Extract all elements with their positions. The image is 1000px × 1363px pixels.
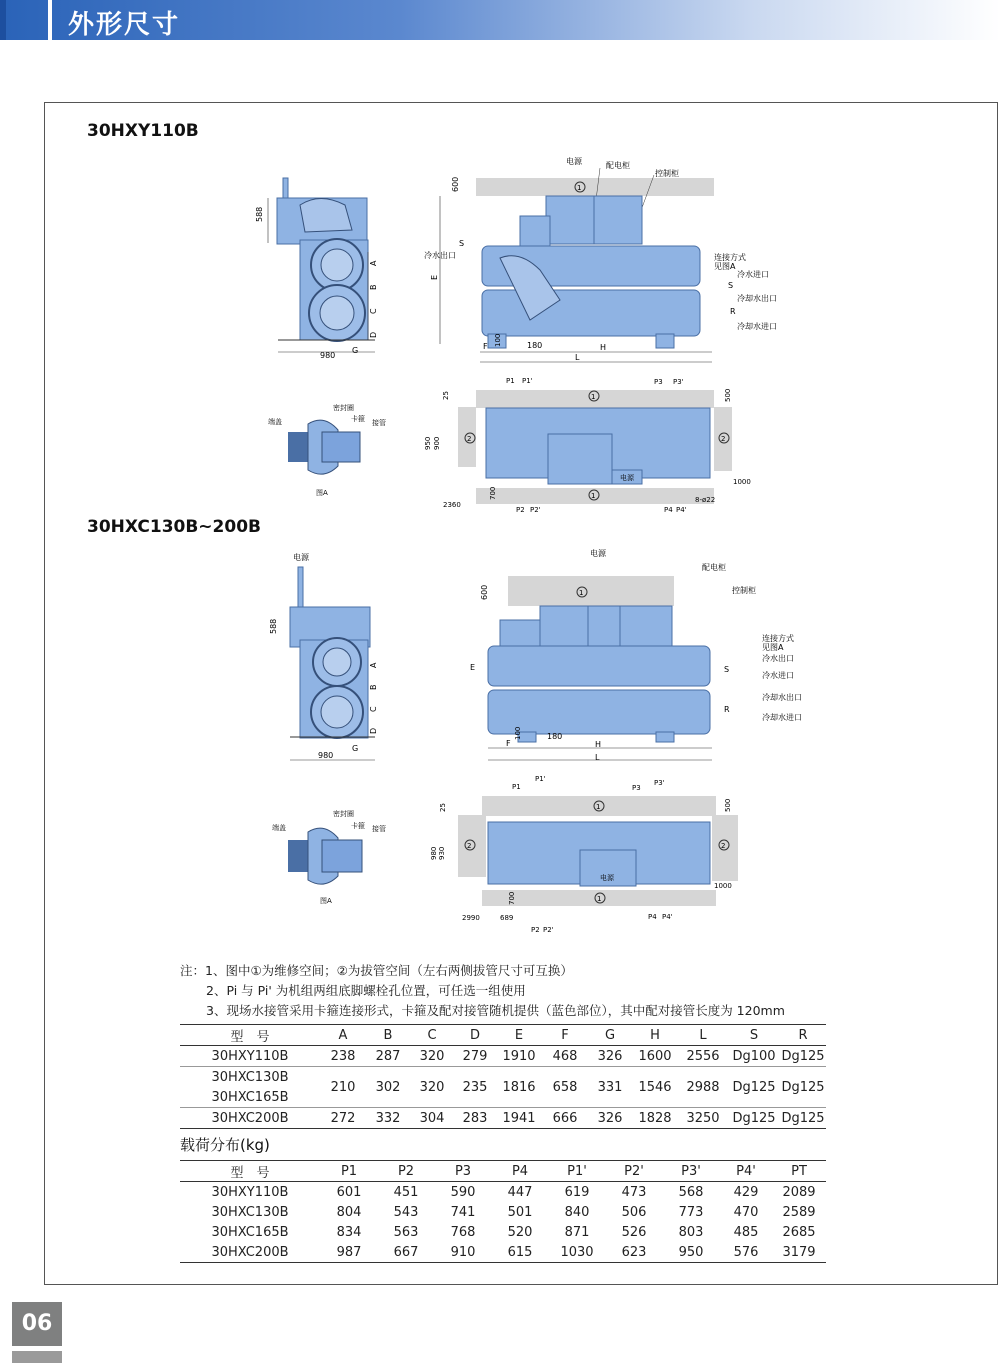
table-cell: 2589 (782, 1204, 816, 1220)
dim-l: L (575, 353, 580, 362)
m2-dim-100: 100 (514, 726, 522, 740)
table-cell: 619 (564, 1184, 590, 1200)
top2-dim-689: 689 (500, 914, 514, 922)
m2-dim-a: A (369, 662, 378, 668)
dim-f: F (483, 342, 488, 351)
table-cell: 803 (678, 1224, 704, 1240)
label-chilled-in-1: 冷水进口 (737, 270, 769, 279)
m2-label-connection-a: 连接方式 (762, 634, 794, 643)
top2-p2p: P2' (543, 926, 554, 934)
m2-dim-e: E (470, 663, 476, 672)
m2-label-chilled-in: 冷水进口 (762, 671, 794, 680)
m2-label-r: R (724, 705, 730, 714)
dim-g: G (352, 346, 359, 355)
col-header: P3' (681, 1163, 701, 1179)
table-cell: 506 (621, 1204, 647, 1220)
table-cell: 834 (336, 1224, 362, 1240)
top1-dim-700: 700 (489, 486, 497, 500)
m2-dim-l: L (595, 753, 600, 762)
top1-dim-2360: 2360 (443, 501, 461, 509)
model2-front-view (470, 548, 802, 762)
label-distribution-cabinet: 配电柜 (606, 161, 630, 170)
col-header: P2' (624, 1163, 644, 1179)
m2-label-pipe: 接管 (372, 825, 386, 833)
top2-dim-25: 25 (439, 803, 447, 812)
m2-circle-1: 1 (579, 589, 584, 597)
col-header: R (798, 1027, 808, 1043)
col-header: S (749, 1027, 759, 1043)
top2-dim-1000: 1000 (714, 882, 732, 890)
dim-e: E (430, 274, 439, 280)
cell-model: 30HXY110B (211, 1048, 289, 1064)
m2-dim-g: G (352, 744, 359, 753)
col-header: P4' (736, 1163, 756, 1179)
table-cell: 1828 (638, 1110, 672, 1126)
top2-p3p: P3' (654, 779, 665, 787)
top2-p4p: P4' (662, 913, 673, 921)
notes (180, 961, 785, 1021)
table-cell: 1600 (638, 1048, 672, 1064)
m2-label-power: 电源 (293, 553, 309, 562)
load-distribution-title: 载荷分布(kg) (180, 1136, 270, 1154)
label-seal-ring-1: 密封圈 (333, 404, 354, 412)
m2-label-s: S (724, 665, 730, 674)
table-cell: 279 (462, 1048, 488, 1064)
top1-p1: P1 (506, 377, 515, 385)
table-cell: Dg100 (732, 1048, 776, 1064)
table-cell: 950 (678, 1244, 704, 1260)
table-cell: 451 (393, 1184, 419, 1200)
table-cell: 272 (330, 1110, 356, 1126)
cell-model: 30HXY110B (211, 1184, 289, 1200)
top1-circle-1a: 1 (591, 393, 596, 401)
table-cell: 526 (621, 1224, 647, 1240)
table-cell: 768 (450, 1224, 476, 1240)
table-cell: 666 (552, 1110, 578, 1126)
model1-figure-a (268, 403, 386, 497)
m2-dim-180: 180 (547, 732, 563, 741)
table-cell: 485 (733, 1224, 759, 1240)
label-power: 电源 (566, 157, 582, 166)
m2-dim-f: F (506, 739, 511, 748)
table-row (180, 1242, 826, 1263)
m2-label-chilled-out: 冷水出口 (762, 654, 794, 663)
table-cell: 320 (419, 1048, 445, 1064)
dim-588: 588 (255, 206, 264, 222)
top1-p3: P3 (654, 378, 663, 386)
table-cell: 331 (597, 1079, 623, 1095)
table-cell: 2089 (782, 1184, 816, 1200)
top1-dim-500: 500 (724, 388, 732, 402)
top2-circle-2a: 2 (467, 842, 472, 850)
table-cell: 987 (336, 1244, 362, 1260)
col-header: L (699, 1027, 707, 1043)
table-cell: 1546 (638, 1079, 672, 1095)
label-r: R (730, 307, 736, 316)
label-connection-1b: 见图A (714, 262, 736, 271)
m2-dim-c: C (369, 706, 378, 712)
table-row (180, 1067, 826, 1088)
label-pipe-1: 接管 (372, 419, 386, 427)
model2-figure-a (272, 809, 386, 905)
col-header: E (514, 1027, 524, 1043)
top1-bolt-holes: 8-ø22 (695, 496, 716, 504)
top2-dim-980: 980 (430, 846, 438, 860)
table-cell: 773 (678, 1204, 704, 1220)
cell-model: 30HXC200B (211, 1110, 289, 1126)
table-cell: 2685 (782, 1224, 816, 1240)
m2-dim-600: 600 (480, 584, 489, 600)
table-cell: 3179 (782, 1244, 816, 1260)
note-2: 2、Pi 与 Pi' 为机组两组底脚螺栓孔位置，可任选一组使用 (206, 983, 526, 998)
label-cooling-out-1: 冷却水出口 (737, 294, 777, 303)
table-cell: 804 (336, 1204, 362, 1220)
top2-circle-1a: 1 (596, 803, 601, 811)
col-header: 型 号 (230, 1029, 270, 1045)
cell-model: 30HXC165B (211, 1089, 289, 1105)
top2-p3: P3 (632, 784, 641, 792)
load-table (180, 1160, 826, 1263)
m2-label-seal-ring: 密封圈 (333, 810, 354, 818)
table-cell: Dg125 (781, 1079, 825, 1095)
table-row (180, 1108, 826, 1129)
dim-b: B (369, 284, 378, 290)
top1-dim-1000: 1000 (733, 478, 751, 486)
top1-p4p: P4' (676, 506, 687, 514)
model2-side-view (269, 552, 378, 760)
label-s-right: S (728, 281, 734, 290)
table-cell: 320 (419, 1079, 445, 1095)
top1-p4: P4 (664, 506, 673, 514)
table-cell: 1030 (560, 1244, 594, 1260)
dim-980: 980 (320, 351, 336, 360)
top1-circle-2b: 2 (721, 435, 726, 443)
table-cell: 1941 (502, 1110, 536, 1126)
col-header: G (604, 1027, 616, 1043)
label-s-left: S (459, 239, 465, 248)
top2-p4: P4 (648, 913, 657, 921)
m2-dim-d: D (369, 727, 378, 734)
top1-circle-2a: 2 (467, 435, 472, 443)
table-cell: 568 (678, 1184, 704, 1200)
m2-label-clamp: 卡箍 (351, 822, 365, 830)
col-header: C (427, 1027, 437, 1043)
cell-model: 30HXC165B (211, 1224, 289, 1240)
col-header: P3 (454, 1163, 472, 1179)
table-cell: Dg125 (781, 1048, 825, 1064)
col-header: H (650, 1027, 660, 1043)
table-row (180, 1182, 826, 1203)
note-3: 3、现场水接管采用卡箍连接形式，卡箍及配对接管随机提供（蓝色部位），其中配对接管长度为 120mm (206, 1003, 785, 1018)
table-cell: 210 (330, 1079, 356, 1095)
table-cell: 658 (552, 1079, 578, 1095)
col-header: D (469, 1027, 480, 1043)
top2-p1: P1 (512, 783, 521, 791)
cell-model: 30HXC130B (211, 1204, 289, 1220)
m2-dim-588: 588 (269, 618, 278, 634)
table-cell: Dg125 (732, 1110, 776, 1126)
table-cell: 447 (507, 1184, 533, 1200)
top1-p2p: P2' (530, 506, 541, 514)
m2-label-dist-cabinet: 配电柜 (702, 563, 726, 572)
page-number: 06 (12, 1302, 62, 1346)
m2-label-cooling-out: 冷却水出口 (762, 693, 802, 702)
col-header: P2 (397, 1163, 415, 1179)
table-cell: 601 (336, 1184, 362, 1200)
top2-dim-2990: 2990 (462, 914, 480, 922)
dimension-table (180, 1024, 826, 1129)
label-cooling-in-1: 冷却水进口 (737, 322, 777, 331)
table-row (180, 1046, 826, 1067)
table-cell: 429 (733, 1184, 759, 1200)
top2-p2: P2 (531, 926, 540, 934)
model1-front-view (424, 156, 777, 362)
dimension-table-header (180, 1025, 826, 1046)
table-cell: 238 (330, 1048, 356, 1064)
dim-180: 180 (527, 341, 543, 350)
table-cell: 2556 (686, 1048, 720, 1064)
top2-dim-930: 930 (438, 846, 446, 860)
col-header: P4 (511, 1163, 529, 1179)
table-cell: 3250 (686, 1110, 720, 1126)
table-cell: 332 (375, 1110, 401, 1126)
dim-d: D (369, 331, 378, 338)
col-header: 型 号 (230, 1165, 270, 1181)
col-header: F (561, 1027, 569, 1043)
m2-label-power-box: 电源 (600, 874, 614, 882)
table-cell: 623 (621, 1244, 647, 1260)
table-cell: 910 (450, 1244, 476, 1260)
table-cell: Dg125 (732, 1079, 776, 1095)
table-cell: 840 (564, 1204, 590, 1220)
top1-circle-1b: 1 (591, 492, 596, 500)
col-header: A (338, 1027, 348, 1043)
m2-label-power-top: 电源 (590, 549, 606, 558)
label-control-cabinet: 控制柜 (655, 169, 679, 178)
table-cell: 287 (375, 1048, 401, 1064)
top2-circle-1b: 1 (597, 895, 602, 903)
col-header: PT (791, 1163, 807, 1179)
top2-dim-500: 500 (724, 798, 732, 812)
table-cell: 326 (597, 1048, 623, 1064)
m2-label-cooling-in: 冷却水进口 (762, 713, 802, 722)
page-number-strip (12, 1351, 62, 1363)
table-cell: 470 (733, 1204, 759, 1220)
dim-100: 100 (494, 333, 502, 347)
table-cell: 235 (462, 1079, 488, 1095)
cell-model: 30HXC200B (211, 1244, 289, 1260)
table-cell: 283 (462, 1110, 488, 1126)
col-header: B (383, 1027, 393, 1043)
table-cell: Dg125 (781, 1110, 825, 1126)
page-title: 外形尺寸 (68, 10, 181, 40)
table-row (180, 1222, 826, 1242)
table-cell: 741 (450, 1204, 476, 1220)
table-cell: 871 (564, 1224, 590, 1240)
dim-a: A (369, 260, 378, 266)
model1-side-view (255, 178, 378, 360)
m2-label-connection-b: 见图A (762, 643, 784, 652)
model-title-30hxc130b-200b: 30HXC130B~200B (87, 517, 261, 537)
table-cell: 468 (552, 1048, 578, 1064)
table-cell: 1910 (502, 1048, 536, 1064)
dim-600: 600 (451, 176, 460, 192)
m2-label-figure-a: 图A (320, 897, 332, 905)
table-cell: 326 (597, 1110, 623, 1126)
m2-dim-980: 980 (318, 751, 334, 760)
top1-dim-950: 950 (424, 436, 432, 450)
table-cell: 667 (393, 1244, 419, 1260)
table-cell: 520 (507, 1224, 533, 1240)
label-connection-1a: 连接方式 (714, 253, 746, 262)
table-cell: 576 (733, 1244, 759, 1260)
table-cell: 590 (450, 1184, 476, 1200)
table-cell: 615 (507, 1244, 533, 1260)
table-cell: 563 (393, 1224, 419, 1240)
m2-label-end-cover: 端盖 (272, 824, 286, 832)
label-power-box-1: 电源 (620, 474, 634, 482)
table-cell: 302 (375, 1079, 401, 1095)
table-cell: 1816 (502, 1079, 536, 1095)
table-cell: 543 (393, 1204, 419, 1220)
top2-dim-700: 700 (508, 891, 516, 905)
cell-model: 30HXC130B (211, 1069, 289, 1085)
label-figure-a-1: 图A (316, 489, 328, 497)
label-end-cover-1: 端盖 (268, 418, 282, 426)
m2-label-control-cabinet: 控制柜 (732, 586, 756, 595)
dim-c: C (369, 308, 378, 314)
top1-p3p: P3' (673, 378, 684, 386)
load-table-header (180, 1161, 826, 1182)
table-cell: 2988 (686, 1079, 720, 1095)
m2-dim-h: H (595, 740, 602, 749)
table-cell: 304 (419, 1110, 445, 1126)
top1-dim-25: 25 (442, 391, 450, 400)
note-1: 注：1、图中①为维修空间；②为拔管空间（左右两侧拔管尺寸可互换） (180, 963, 573, 978)
model1-top-view (424, 377, 751, 514)
circle-1: 1 (577, 184, 582, 192)
model2-top-view (430, 775, 738, 934)
table-row (180, 1202, 826, 1222)
model-title-30hxy110b: 30HXY110B (87, 121, 199, 141)
top1-p1p: P1' (522, 377, 533, 385)
top1-p2: P2 (516, 506, 525, 514)
top2-circle-2b: 2 (721, 842, 726, 850)
dim-h: H (600, 343, 607, 352)
top1-dim-900: 900 (433, 436, 441, 450)
m2-dim-b: B (369, 684, 378, 690)
table-cell: 501 (507, 1204, 533, 1220)
col-header: P1 (340, 1163, 358, 1179)
col-header: P1' (567, 1163, 587, 1179)
label-clamp-1: 卡箍 (351, 415, 365, 423)
label-chilled-out-1: 冷水出口 (424, 251, 456, 260)
table-cell: 473 (621, 1184, 647, 1200)
top2-p1p: P1' (535, 775, 546, 783)
